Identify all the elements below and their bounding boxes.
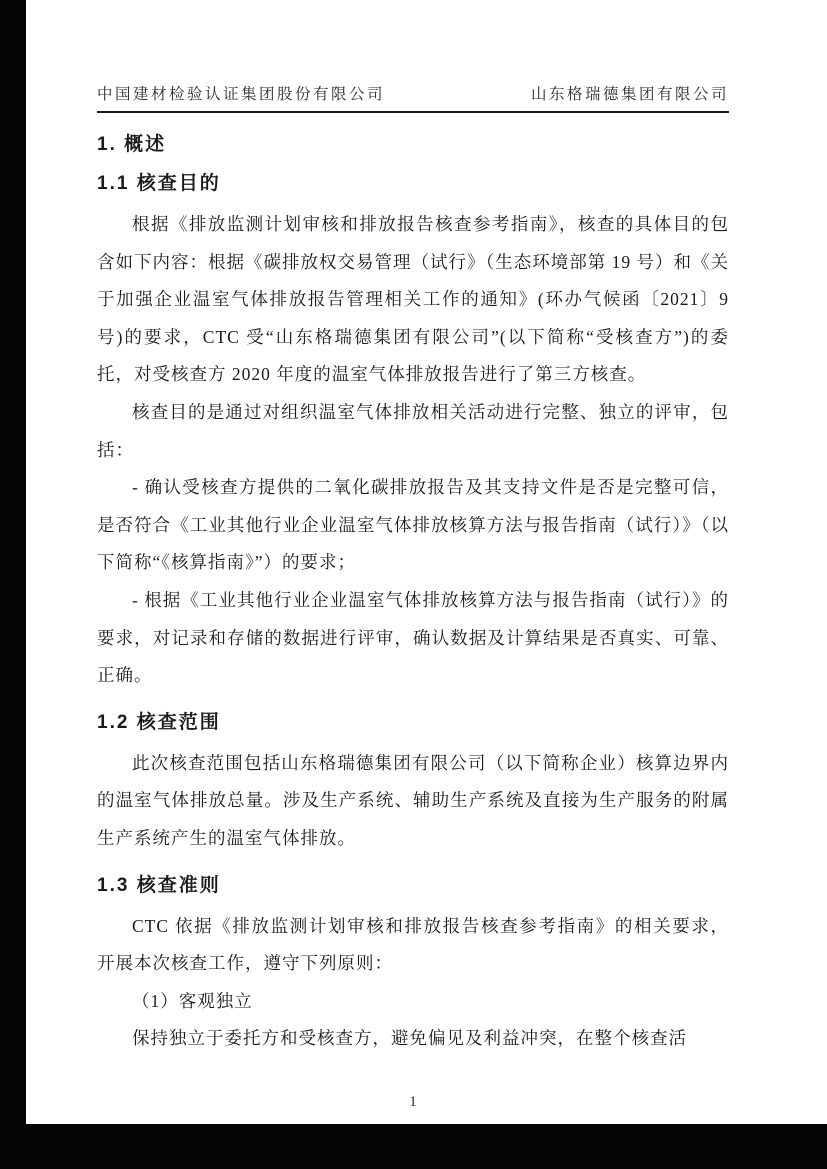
paragraph-bullet-confirm-report: - 确认受核查方提供的二氧化碳排放报告及其支持文件是否是完整可信，是否符合《工业其他行业企业温室气体排放核算方法与报告指南（试行）》（以下简称“《核算指南》”）的要求；: [97, 477, 729, 573]
scan-border-left: [0, 0, 26, 1169]
paragraph-bullet-review-data: - 根据《工业其他行业企业温室气体排放核算方法与报告指南（试行）》的要求，对记录和存储的数据进行评审，确认数据及计算结果是否真实、可靠、正确。: [97, 589, 729, 686]
header-org-right: 山东格瑞德集团有限公司: [530, 86, 729, 103]
scan-border-bottom: [0, 1124, 827, 1169]
section-heading-1-2: 1.2 核查范围: [97, 711, 221, 733]
paragraph-principle-title: （1）客观独立: [132, 990, 253, 1011]
paragraph-verification-scope: 此次核查范围包括山东格瑞德集团有限公司（以下简称企业）核算边界内的温室气体排放总量。涉及生产系统、辅助生产系统及直接为生产服务的附属生产系统产生的温室气体排放。: [97, 752, 729, 848]
page-content: [97, 0, 729, 1058]
paragraph-verification-purpose-1: 根据《排放监测计划审核和排放报告核查参考指南》，核查的具体目的包含如下内容：根据《碳排放权交易管理（试行》（生态环境部第 19 号）和《关于加强企业温室气体排放报告管理相关工作的通知》(环办气候函〔2021〕9 号)的要求，CTC 受“山东格瑞德集团有限公司”(以下简称“受核查方”)的委托，对受核查方 2020 年度的温室气体排放报告进行了第三方核查。: [97, 214, 729, 385]
section-heading-1-3: 1.3 核查准则: [97, 874, 221, 896]
paragraph-verification-purpose-2: 核查目的是通过对组织温室气体排放相关活动进行完整、独立的评审，包括：: [97, 401, 729, 460]
paragraph-principle-independence: 保持独立于委托方和受核查方，避免偏见及利益冲突，在整个核查活: [132, 1028, 687, 1049]
page-number: 1: [409, 1094, 417, 1110]
header-org-left: 中国建材检验认证集团股份有限公司: [97, 86, 386, 103]
section-heading-overview: 1. 概述: [97, 134, 167, 155]
page-header: [97, 82, 729, 113]
paragraph-verification-criteria: CTC 依据《排放监测计划审核和排放报告核查参考指南》的相关要求，开展本次核查工作，遵守下列原则：: [97, 915, 729, 974]
section-heading-1-1: 1.1 核查目的: [97, 173, 221, 194]
